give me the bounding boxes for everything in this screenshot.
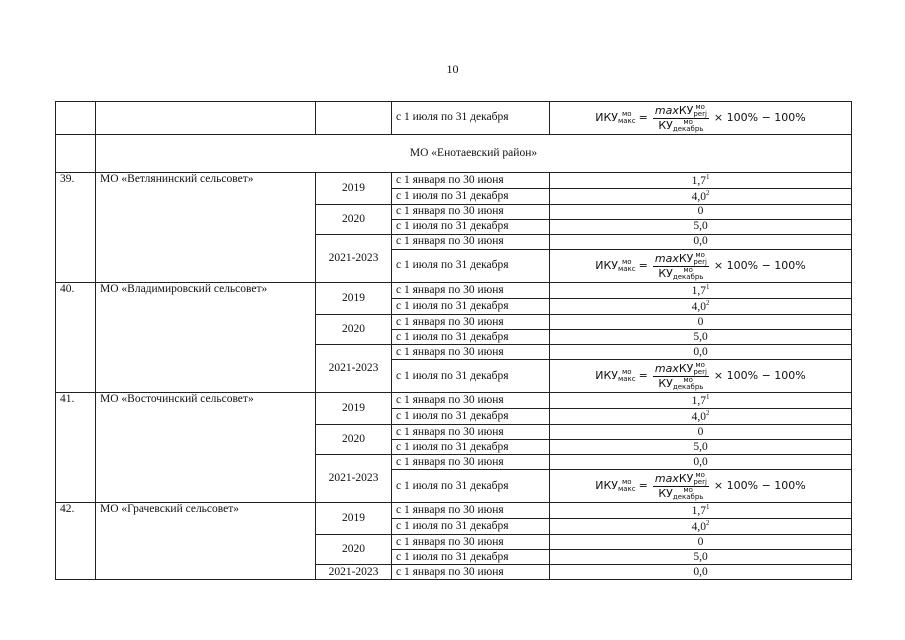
year-cell: 2021-2023 [316, 565, 392, 580]
mo-name: МО «Владимировский сельсовет» [96, 283, 316, 393]
period-cell: с 1 июля по 31 декабря [392, 519, 550, 535]
period-cell: с 1 января по 30 июня [392, 455, 550, 470]
value-cell: 0 [550, 205, 852, 220]
period-cell: с 1 июля по 31 декабря [392, 189, 550, 205]
increase-formula: ИКУ мо макс = maxКУ мо perj КУ мо декабрь × 100% − 100% [595, 250, 806, 281]
number-cell [56, 135, 96, 173]
table-row [56, 102, 852, 135]
year-cell: 2019 [316, 503, 392, 535]
value-cell: 0 [550, 535, 852, 550]
period-cell: с 1 января по 30 июня [392, 345, 550, 360]
period-cell: с 1 января по 30 июня [392, 173, 550, 189]
period-cell: с 1 июля по 31 декабря [392, 440, 550, 455]
year-cell: 2019 [316, 283, 392, 315]
table-row [56, 503, 852, 519]
value-cell: $1,7^1$ [550, 393, 852, 409]
value-cell: $1,7^1$ [550, 283, 852, 299]
period-cell: с 1 января по 30 июня [392, 425, 550, 440]
period-cell: с 1 января по 30 июня [392, 205, 550, 220]
mo-cell [96, 102, 316, 135]
period-cell: с 1 июля по 31 декабря [392, 102, 550, 135]
mo-name: МО «Ветлянинский сельсовет» [96, 173, 316, 283]
year-cell: 2019 [316, 173, 392, 205]
increase-formula: ИКУ мо макс = maxКУ мо perj КУ мо декабрь × 100% − 100% [595, 360, 806, 391]
entry-number: 41. [56, 393, 96, 503]
year-cell: 2020 [316, 315, 392, 345]
value-cell: $4,0^2$ [550, 299, 852, 315]
formula-cell [550, 470, 852, 503]
mo-name: МО «Восточинский сельсовет» [96, 393, 316, 503]
period-cell: с 1 января по 30 июня [392, 535, 550, 550]
period-cell: с 1 июля по 31 декабря [392, 360, 550, 393]
value-cell: 0,0 [550, 565, 852, 580]
value-cell: $4,0^2$ [550, 519, 852, 535]
year-cell [316, 102, 392, 135]
table-row [56, 173, 852, 189]
period-cell: с 1 января по 30 июня [392, 235, 550, 250]
region-header: МО «Енотаевский район» [96, 135, 852, 173]
value-cell: 0,0 [550, 455, 852, 470]
value-cell: 0 [550, 315, 852, 330]
year-cell: 2020 [316, 535, 392, 565]
mo-name: МО «Грачевский сельсовет» [96, 503, 316, 580]
value-cell: 0,0 [550, 345, 852, 360]
value-cell: $1,7^1$ [550, 503, 852, 519]
number-cell [56, 102, 96, 135]
tariff-table [55, 101, 852, 580]
entry-number: 42. [56, 503, 96, 580]
entry-number: 40. [56, 283, 96, 393]
year-cell: 2021-2023 [316, 345, 392, 393]
table-row [56, 283, 852, 299]
year-cell: 2021-2023 [316, 455, 392, 503]
formula-cell [550, 102, 852, 135]
year-cell: 2020 [316, 205, 392, 235]
value-cell: 5,0 [550, 550, 852, 565]
value-cell: 0 [550, 425, 852, 440]
value-cell: $4,0^2$ [550, 189, 852, 205]
period-cell: с 1 января по 30 июня [392, 565, 550, 580]
page-number: 10 [446, 62, 459, 76]
year-cell: 2021-2023 [316, 235, 392, 283]
period-cell: с 1 января по 30 июня [392, 283, 550, 299]
period-cell: с 1 июля по 31 декабря [392, 330, 550, 345]
period-cell: с 1 июля по 31 декабря [392, 220, 550, 235]
formula-cell [550, 360, 852, 393]
value-cell: 5,0 [550, 440, 852, 455]
period-cell: с 1 июля по 31 декабря [392, 250, 550, 283]
period-cell: с 1 января по 30 июня [392, 315, 550, 330]
period-cell: с 1 июля по 31 декабря [392, 409, 550, 425]
increase-formula: ИКУ мо макс = maxКУ мо perj КУ мо декабрь × 100% − 100% [595, 470, 806, 501]
region-row [56, 135, 852, 173]
value-cell: 5,0 [550, 220, 852, 235]
table-row [56, 393, 852, 409]
period-cell: с 1 июля по 31 декабря [392, 299, 550, 315]
value-cell: 0,0 [550, 235, 852, 250]
period-cell: с 1 января по 30 июня [392, 503, 550, 519]
entry-number: 39. [56, 173, 96, 283]
formula-cell [550, 250, 852, 283]
year-cell: 2019 [316, 393, 392, 425]
value-cell: 5,0 [550, 330, 852, 345]
increase-formula: ИКУ мо макс = maxКУ мо perj КУ мо декабрь × 100% − 100% [595, 102, 806, 133]
value-cell: $4,0^2$ [550, 409, 852, 425]
year-cell: 2020 [316, 425, 392, 455]
value-cell: $1,7^1$ [550, 173, 852, 189]
period-cell: с 1 июля по 31 декабря [392, 470, 550, 503]
period-cell: с 1 января по 30 июня [392, 393, 550, 409]
period-cell: с 1 июля по 31 декабря [392, 550, 550, 565]
